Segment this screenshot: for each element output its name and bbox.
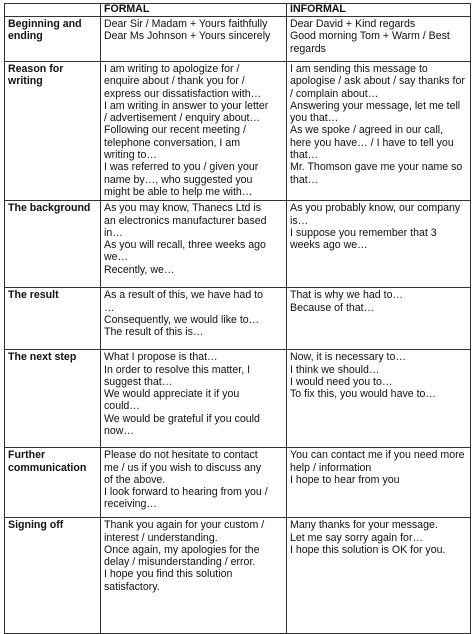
category-cell — [5, 62, 101, 201]
informal-cell — [287, 288, 471, 350]
formal-line: As you may know, Thanecs Ltd is — [104, 202, 262, 215]
header-informal: INFORMAL — [287, 4, 471, 17]
category-line: The next step — [8, 351, 77, 364]
informal-line: I hope to hear from you — [290, 473, 400, 486]
category-line: The result — [8, 289, 59, 302]
formal-line: We would be grateful if you could — [104, 412, 260, 425]
formal-line: could… — [104, 400, 140, 413]
informal-line: I think we should… — [290, 363, 380, 376]
formal-line: express our dissatisfaction with… — [104, 87, 262, 100]
category-line: The background — [8, 202, 91, 215]
formal-line: name by…, who suggested you — [104, 173, 253, 186]
formal-cell — [101, 350, 287, 448]
table-body — [5, 17, 471, 634]
formal-line: in… — [104, 226, 123, 239]
table-row — [5, 17, 471, 62]
formal-line: What I propose is that… — [104, 351, 218, 364]
table-row — [5, 518, 471, 634]
header-category — [5, 4, 101, 17]
informal-line: regards — [290, 42, 326, 55]
informal-line: Now, it is necessary to… — [290, 351, 406, 364]
formal-line: now… — [104, 425, 135, 438]
informal-line: Good morning Tom + Warm / Best — [290, 30, 450, 43]
formal-line: of the above. — [104, 473, 166, 486]
formal-line: I look forward to hearing from you / — [104, 486, 268, 499]
formal-line: satisfactory. — [104, 580, 160, 593]
table-row — [5, 448, 471, 518]
category-cell — [5, 350, 101, 448]
informal-line: I am sending this message to — [290, 63, 428, 75]
informal-cell — [287, 350, 471, 448]
informal-cell — [287, 201, 471, 288]
category-line: Reason for — [8, 63, 64, 75]
formal-line: / advertisement / enquiry about… — [104, 112, 261, 125]
formal-line: Dear Sir / Madam + Yours faithfully — [104, 18, 268, 30]
informal-cell — [287, 448, 471, 518]
category-cell — [5, 201, 101, 288]
informal-cell — [287, 518, 471, 634]
informal-line: help / information — [290, 461, 372, 474]
formal-line: receiving… — [104, 498, 157, 511]
formal-cell — [101, 62, 287, 201]
formal-line: might be able to help me with… — [104, 185, 253, 198]
formal-line: delay / misunderstanding / error. — [104, 556, 256, 569]
informal-line: you that… — [290, 112, 339, 125]
header-formal: FORMAL — [101, 4, 287, 17]
formal-line: In order to resolve this matter, I — [104, 363, 251, 376]
informal-line: that… — [290, 173, 319, 186]
informal-line: Mr. Thomson gave me your name so — [290, 161, 463, 174]
formal-line: Please do not hesitate to contact — [104, 449, 258, 462]
formal-line: Consequently, we would like to… — [104, 313, 260, 326]
informal-line: Many thanks for your message. — [290, 519, 438, 532]
informal-line: That is why we had to… — [290, 289, 404, 302]
table-row — [5, 62, 471, 201]
formal-line: telephone conversation, I am — [104, 136, 241, 149]
informal-line: Let me say sorry again for… — [290, 531, 424, 544]
informal-line: Answering your message, let me tell — [290, 99, 461, 112]
formal-line: Once again, my apologies for the — [104, 543, 260, 556]
category-line: Beginning and — [8, 18, 82, 30]
category-line: Further — [8, 449, 46, 462]
formal-line: I am writing to apologize for / — [104, 63, 240, 75]
category-cell — [5, 17, 101, 62]
header-row — [5, 4, 471, 17]
formal-line: As a result of this, we have had to — [104, 289, 263, 302]
informal-line: / complain about… — [290, 87, 379, 100]
formal-line: I was referred to you / given your — [104, 161, 259, 174]
formal-line: me / us if you wish to discuss any — [104, 461, 262, 474]
formal-line: Thank you again for your custom / — [104, 519, 265, 532]
informal-line: As you probably know, our company — [290, 202, 461, 215]
category-line: writing — [8, 75, 43, 88]
formal-line: As you will recall, three weeks ago — [104, 239, 266, 252]
formal-line: I am writing in answer to your letter — [104, 99, 269, 112]
formal-line: Recently, we… — [104, 263, 175, 276]
informal-line: I hope this solution is OK for you. — [290, 543, 446, 556]
table-row — [5, 201, 471, 288]
category-cell — [5, 288, 101, 350]
informal-line: apologise / ask about / say thanks for — [290, 75, 465, 88]
informal-line: weeks ago we… — [290, 239, 368, 252]
formal-line: … — [104, 301, 115, 314]
informal-line: Dear David + Kind regards — [290, 18, 416, 30]
formal-cell — [101, 201, 287, 288]
informal-line: that… — [290, 149, 319, 162]
formal-line: interest / understanding. — [104, 531, 218, 544]
formal-line: enquire about / thank you for / — [104, 75, 245, 88]
informal-line: I would need you to… — [290, 375, 393, 388]
formal-line: Following our recent meeting / — [104, 124, 246, 137]
informal-line: is… — [290, 214, 309, 227]
informal-line: here you have… / I have to tell you — [290, 136, 454, 149]
table-row — [5, 350, 471, 448]
informal-line: You can contact me if you need more — [290, 449, 465, 462]
formal-line: suggest that… — [104, 375, 173, 388]
formal-line: writing to… — [104, 149, 157, 162]
informal-cell — [287, 17, 471, 62]
category-line: ending — [8, 30, 43, 43]
formal-line: Dear Ms Johnson + Yours sincerely — [104, 30, 271, 43]
phrase-table — [4, 3, 471, 634]
informal-line: To fix this, you would have to… — [290, 388, 437, 401]
formal-line: I hope you find this solution — [104, 568, 233, 581]
category-cell — [5, 448, 101, 518]
formal-cell — [101, 17, 287, 62]
informal-line: I suppose you remember that 3 — [290, 226, 437, 239]
formal-line: We would appreciate it if you — [104, 388, 240, 401]
formal-line: we… — [104, 251, 129, 264]
category-cell — [5, 518, 101, 634]
formal-cell — [101, 288, 287, 350]
formal-line: The result of this is… — [104, 326, 204, 339]
formal-cell — [101, 448, 287, 518]
informal-cell — [287, 62, 471, 201]
category-line: communication — [8, 461, 87, 474]
table-row — [5, 288, 471, 350]
informal-line: As we spoke / agreed in our call, — [290, 124, 444, 137]
informal-line: Because of that… — [290, 301, 375, 314]
formal-line: an electronics manufacturer based — [104, 214, 267, 227]
formal-cell — [101, 518, 287, 634]
category-line: Signing off — [8, 519, 64, 532]
